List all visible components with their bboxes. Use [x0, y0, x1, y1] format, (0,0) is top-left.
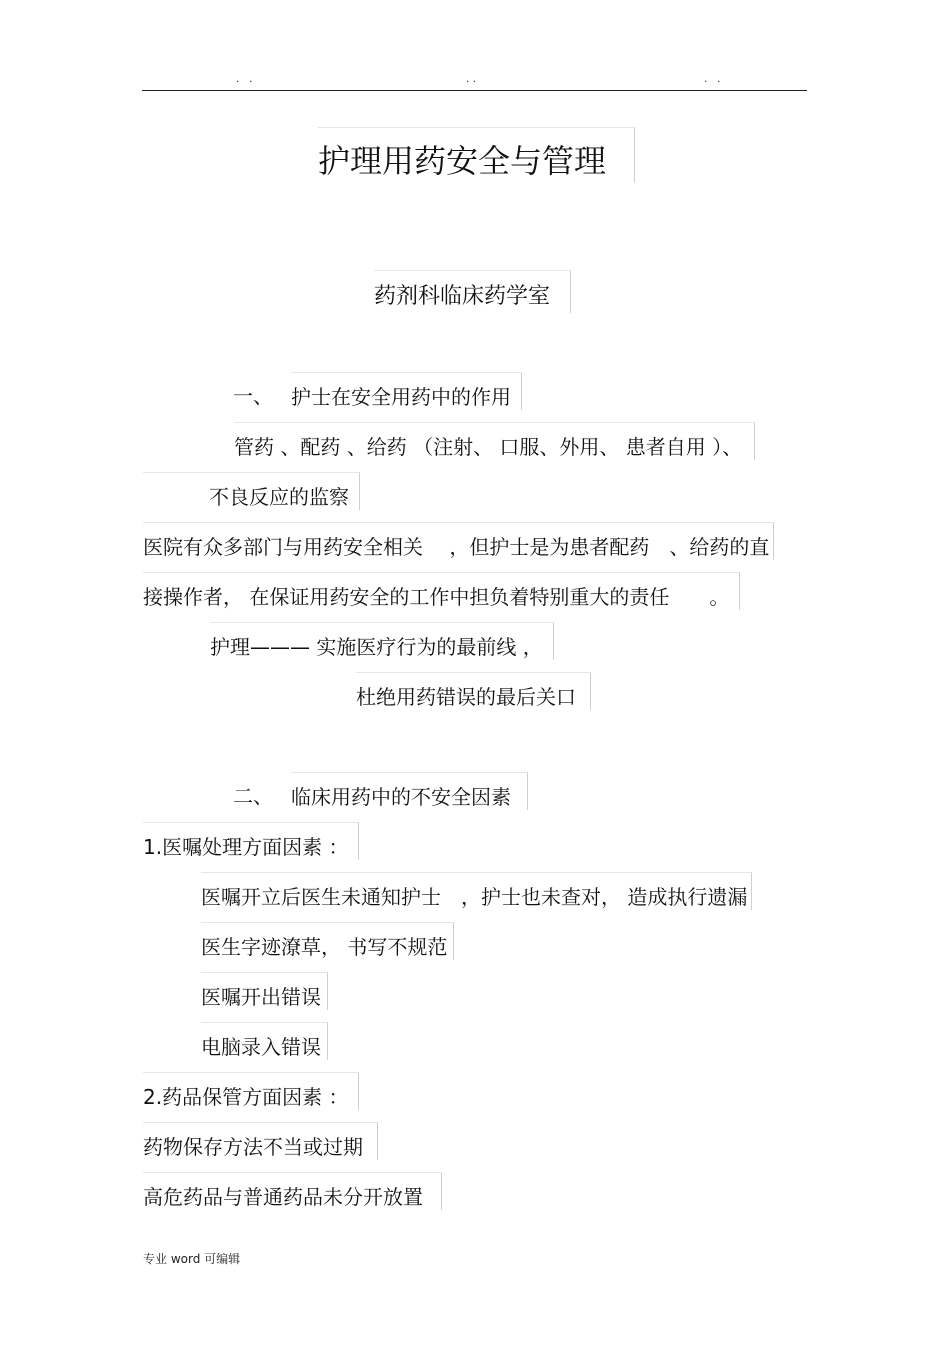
section1-heading: 护士在安全用药中的作用: [291, 372, 522, 410]
footer-watermark: 专业 word 可编辑: [143, 1252, 241, 1266]
section1-paragraph-line2: 接操作者， 在保证用药安全的工作中担负着特别重大的责任 。: [143, 572, 740, 610]
section1-number: 一、: [233, 384, 273, 408]
subsection2-item: 药物保存方法不当或过期: [143, 1122, 378, 1160]
header-dots-center: ..: [466, 72, 479, 85]
section1-quote2: 杜绝用药错误的最后关口: [356, 672, 591, 710]
subsection1-item: 医生字迹潦草， 书写不规范: [201, 922, 454, 960]
subsection1-item: 电脑录入错误: [201, 1022, 328, 1060]
section2-heading: 临床用药中的不安全因素: [291, 772, 528, 810]
subsection1-title: 1.医嘱处理方面因素 ：: [143, 822, 359, 860]
header-dots-right: . .: [704, 72, 724, 85]
subsection2-title: 2.药品保管方面因素 ：: [143, 1072, 359, 1110]
section1-line2: 不良反应的监察: [143, 472, 360, 510]
section2-number: 二、: [233, 784, 273, 808]
subsection2-item: 高危药品与普通药品未分开放置: [143, 1172, 442, 1210]
subsection1-item: 医嘱开立后医生未通知护士 ，护士也未查对， 造成执行遗漏: [201, 872, 752, 910]
section1-paragraph-line1: 医院有众多部门与用药安全相关 ，但护士是为患者配药 、给药的直: [143, 522, 774, 560]
header-dots-left: . .: [236, 72, 256, 85]
section1-quote1: 护理——— 实施医疗行为的最前线 ，: [210, 622, 554, 660]
document-title: 护理用药安全与管理: [318, 127, 635, 183]
section1-line1: 管药 、配药 、给药 （注射、 口服、外用、 患者自用 ）、: [234, 422, 755, 460]
subsection1-item: 医嘱开出错误: [201, 972, 328, 1010]
department-subtitle: 药剂科临床药学室: [374, 270, 571, 313]
header-rule: [142, 90, 807, 91]
